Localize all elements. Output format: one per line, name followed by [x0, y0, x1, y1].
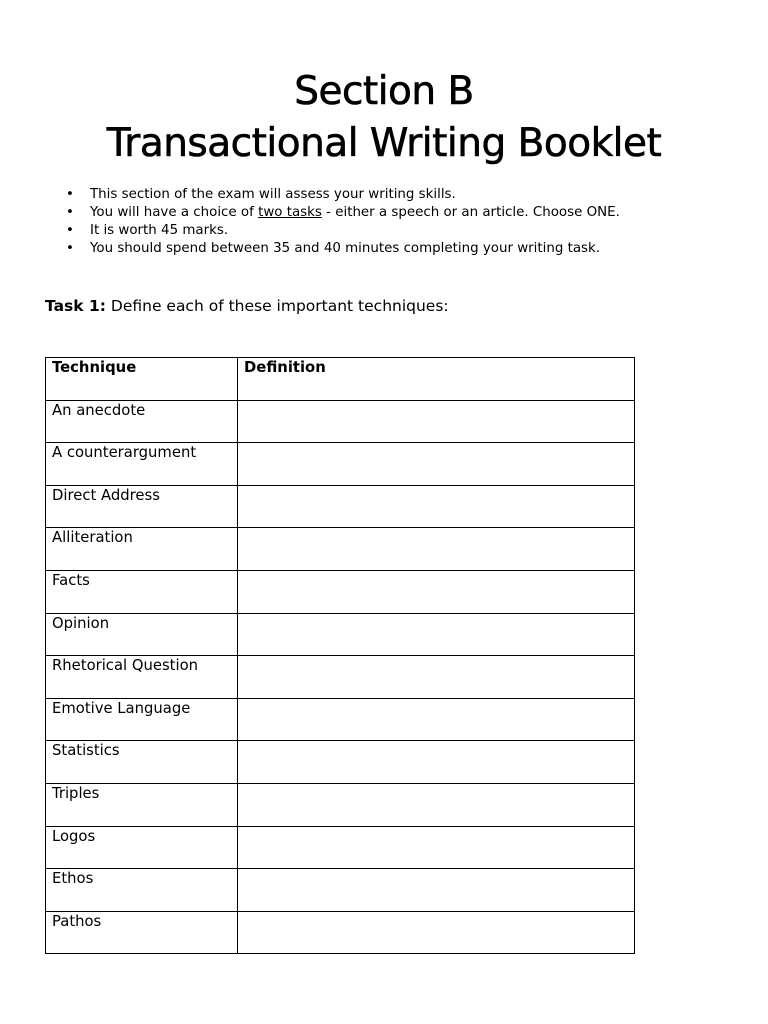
technique-cell: Rhetorical Question	[46, 656, 238, 699]
instruction-underlined: two tasks	[258, 205, 322, 220]
definition-cell[interactable]	[238, 400, 635, 443]
task-heading	[45, 296, 449, 316]
technique-cell: Opinion	[46, 613, 238, 656]
instruction-item	[62, 204, 620, 222]
table-row	[46, 783, 635, 826]
definition-cell[interactable]	[238, 826, 635, 869]
header-definition: Definition	[238, 358, 635, 401]
instruction-item	[62, 240, 620, 258]
page-title-booklet: Transactional Writing Booklet	[106, 121, 662, 166]
instruction-text: - either a speech or an article. Choose ONE.	[321, 205, 620, 220]
table-row	[46, 869, 635, 912]
technique-cell: A counterargument	[46, 443, 238, 486]
instructions-list	[62, 186, 620, 258]
technique-cell: Facts	[46, 570, 238, 613]
technique-cell: Ethos	[46, 869, 238, 912]
definition-cell[interactable]	[238, 698, 635, 741]
technique-cell: An anecdote	[46, 400, 238, 443]
bullet-icon: •	[66, 241, 74, 256]
table-row	[46, 443, 635, 486]
technique-cell: Logos	[46, 826, 238, 869]
table-row	[46, 528, 635, 571]
table-row	[46, 570, 635, 613]
technique-cell: Statistics	[46, 741, 238, 784]
definition-cell[interactable]	[238, 869, 635, 912]
instruction-text: This section of the exam will assess your writing skills.	[90, 187, 456, 202]
definition-cell[interactable]	[238, 741, 635, 784]
definition-cell[interactable]	[238, 485, 635, 528]
definition-cell[interactable]	[238, 570, 635, 613]
table-row	[46, 400, 635, 443]
table-row	[46, 826, 635, 869]
technique-cell: Alliteration	[46, 528, 238, 571]
definition-cell[interactable]	[238, 783, 635, 826]
table-row	[46, 741, 635, 784]
technique-cell: Emotive Language	[46, 698, 238, 741]
definition-cell[interactable]	[238, 528, 635, 571]
page-title-section: Section B	[294, 69, 474, 114]
header-technique: Technique	[46, 358, 238, 401]
instruction-item	[62, 186, 620, 204]
definition-cell[interactable]	[238, 443, 635, 486]
instruction-text: It is worth 45 marks.	[90, 223, 229, 238]
definition-cell[interactable]	[238, 911, 635, 954]
definition-cell[interactable]	[238, 613, 635, 656]
table-row	[46, 656, 635, 699]
table-row	[46, 911, 635, 954]
instruction-text: You will have a choice of	[90, 205, 259, 220]
table-row	[46, 613, 635, 656]
bullet-icon: •	[66, 187, 74, 202]
instruction-item	[62, 222, 620, 240]
bullet-icon: •	[66, 205, 74, 220]
definition-cell[interactable]	[238, 656, 635, 699]
table-header-row	[46, 358, 635, 401]
table-row	[46, 485, 635, 528]
techniques-table	[45, 357, 635, 954]
task-text: Define each of these important techniques:	[105, 297, 449, 315]
technique-cell: Pathos	[46, 911, 238, 954]
technique-cell: Triples	[46, 783, 238, 826]
technique-cell: Direct Address	[46, 485, 238, 528]
instruction-text: You should spend between 35 and 40 minutes completing your writing task.	[90, 241, 601, 256]
task-label: Task 1:	[45, 297, 106, 315]
table-row	[46, 698, 635, 741]
bullet-icon: •	[66, 223, 74, 238]
